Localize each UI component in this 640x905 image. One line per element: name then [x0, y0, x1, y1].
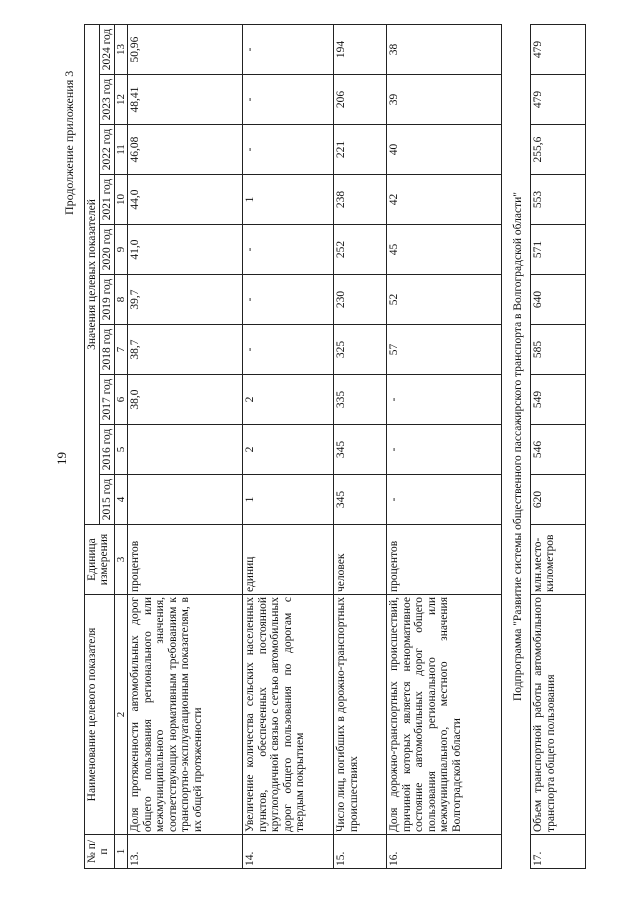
subprogram-row [502, 25, 531, 869]
column-index: 1 [115, 835, 128, 869]
indicator-unit: человек [334, 525, 387, 595]
column-index: 2 [115, 595, 128, 835]
value-cell: 585 [531, 325, 586, 375]
column-index: 13 [115, 25, 128, 75]
value-cell: 45 [387, 225, 502, 275]
value-cell: 1 [243, 175, 334, 225]
column-index: 5 [115, 425, 128, 475]
row-number: 13. [128, 835, 243, 869]
indicator-name: Доля протяженности автомобильных дорог общего пользования регионального или межмуниципального значения, соответствующих нормативным требованиям к транспортно-эксплуатационным показателям, в их общей протяженности [128, 595, 243, 835]
value-cell: 1 [243, 475, 334, 525]
indicator-name: Число лиц, погибших в дорожно-транспортных происшествиях [334, 595, 387, 835]
value-cell: 50,96 [128, 25, 243, 75]
table-row [243, 25, 334, 869]
header-year: 2016 год [100, 425, 115, 475]
column-index: 10 [115, 175, 128, 225]
value-cell: 41,0 [128, 225, 243, 275]
value-cell [128, 425, 243, 475]
table-row [387, 25, 502, 869]
header-unit: Единица измерения [85, 525, 115, 595]
value-cell: - [243, 125, 334, 175]
value-cell: 345 [334, 475, 387, 525]
table-row [531, 25, 586, 869]
value-cell: 39,7 [128, 275, 243, 325]
header-year: 2015 год [100, 475, 115, 525]
value-cell: 479 [531, 25, 586, 75]
column-index: 8 [115, 275, 128, 325]
value-cell: 2 [243, 425, 334, 475]
subprogram-title: Подпрограмма "Развитие системы общественного пассажирского транспорта в Волгоградской области" [512, 192, 524, 702]
value-cell: 640 [531, 275, 586, 325]
row-number: 17. [531, 835, 586, 869]
value-cell: - [387, 375, 502, 425]
value-cell: 230 [334, 275, 387, 325]
indicator-unit: единиц [243, 525, 334, 595]
value-cell: 553 [531, 175, 586, 225]
value-cell: - [243, 25, 334, 75]
value-cell: 335 [334, 375, 387, 425]
value-cell [128, 475, 243, 525]
continuation-caption: Продолжение приложения 3 [62, 70, 76, 215]
header-year: 2017 год [100, 375, 115, 425]
value-cell: 620 [531, 475, 586, 525]
value-cell: 2 [243, 375, 334, 425]
value-cell: 546 [531, 425, 586, 475]
header-year: 2019 год [100, 275, 115, 325]
column-index: 6 [115, 375, 128, 425]
value-cell: 38,7 [128, 325, 243, 375]
value-cell: 38,0 [128, 375, 243, 425]
header-name: Наименование целевого показателя [85, 595, 115, 835]
header-year: 2024 год [100, 25, 115, 75]
header-year: 2022 год [100, 125, 115, 175]
column-index: 12 [115, 75, 128, 125]
column-index: 9 [115, 225, 128, 275]
value-cell: 44,0 [128, 175, 243, 225]
value-cell: 38 [387, 25, 502, 75]
page-number: 19 [54, 452, 69, 465]
column-index: 7 [115, 325, 128, 375]
header-num: № п/п [85, 835, 115, 869]
value-cell: - [243, 75, 334, 125]
table-row [334, 25, 387, 869]
column-index: 3 [115, 525, 128, 595]
value-cell: 255,6 [531, 125, 586, 175]
value-cell: 57 [387, 325, 502, 375]
value-cell: 206 [334, 75, 387, 125]
row-number: 14. [243, 835, 334, 869]
value-cell: 52 [387, 275, 502, 325]
value-cell: 479 [531, 75, 586, 125]
value-cell: 571 [531, 225, 586, 275]
indicator-unit: процентов [387, 525, 502, 595]
column-index: 4 [115, 475, 128, 525]
row-number: 15. [334, 835, 387, 869]
value-cell: - [243, 275, 334, 325]
header-year: 2018 год [100, 325, 115, 375]
value-cell: 40 [387, 125, 502, 175]
value-cell: 42 [387, 175, 502, 225]
value-cell: 221 [334, 125, 387, 175]
value-cell: 48,41 [128, 75, 243, 125]
indicator-name: Объем транспортной работы автомобильного транспорта общего пользования [531, 595, 586, 835]
value-cell: - [243, 225, 334, 275]
value-cell: 252 [334, 225, 387, 275]
header-year: 2023 год [100, 75, 115, 125]
value-cell: 46,08 [128, 125, 243, 175]
value-cell: 39 [387, 75, 502, 125]
header-year: 2020 год [100, 225, 115, 275]
indicator-unit: млн.место-километров [531, 525, 586, 595]
value-cell: - [387, 425, 502, 475]
indicator-name: Доля дорожно-транспортных происшествий, причиной которых является ненормативное состояние автомобильных дорог общего пользования регионального или межмуниципального, местного значения Волгоградской области [387, 595, 502, 835]
value-cell: 325 [334, 325, 387, 375]
value-cell: 345 [334, 425, 387, 475]
header-year: 2021 год [100, 175, 115, 225]
column-index: 11 [115, 125, 128, 175]
row-number: 16. [387, 835, 502, 869]
value-cell: - [243, 325, 334, 375]
indicator-unit: процентов [128, 525, 243, 595]
indicators-table [84, 24, 586, 869]
header-values-group: Значения целевых показателей [85, 25, 100, 525]
table-row [128, 25, 243, 869]
value-cell: 238 [334, 175, 387, 225]
indicator-name: Увеличение количества сельских населенных пунктов, обеспеченных постоянной круглогодичной связью с сетью автомобильных дорог общего пользования по дорогам с твердым покрытием [243, 595, 334, 835]
value-cell: 194 [334, 25, 387, 75]
value-cell: 549 [531, 375, 586, 425]
value-cell: - [387, 475, 502, 525]
